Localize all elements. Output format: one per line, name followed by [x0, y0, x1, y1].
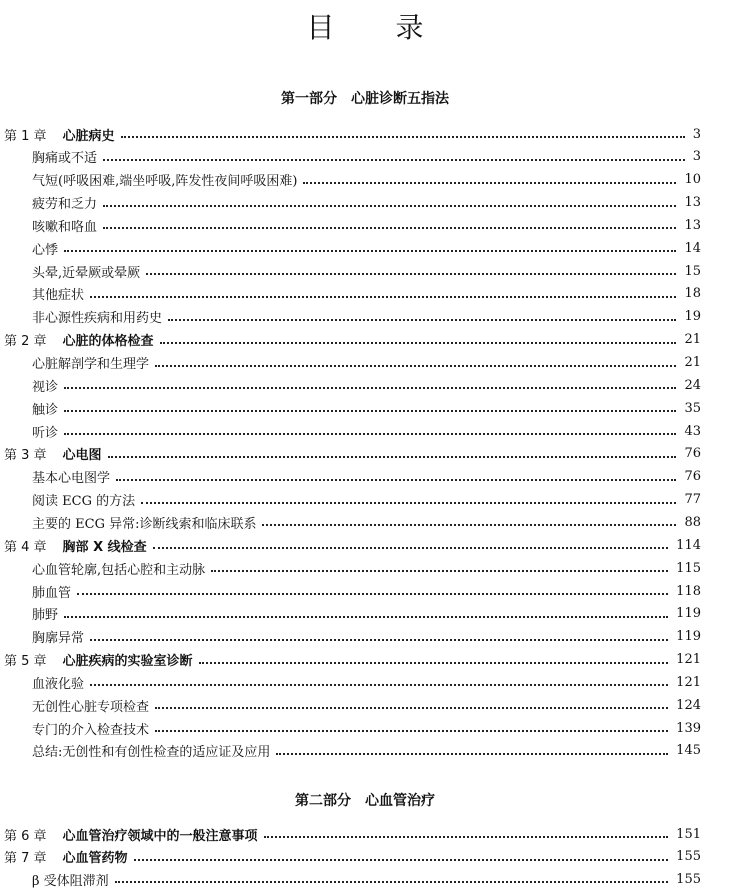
leader-dots [155, 365, 676, 367]
toc-entry-label [32, 467, 116, 486]
toc-section-row[interactable] [32, 237, 701, 259]
page-number: 121 [676, 652, 701, 668]
toc-section-row[interactable] [32, 717, 701, 739]
entry-title: 总结:无创性和有创性检查的适应证及应用 [32, 745, 271, 761]
toc-section-row[interactable] [32, 740, 701, 762]
toc-entry-label [32, 216, 103, 235]
leader-dots [108, 456, 677, 458]
toc-entry-label [32, 741, 276, 760]
leader-dots [64, 250, 676, 252]
page-number: 76 [684, 469, 701, 485]
leader-dots [103, 227, 676, 229]
toc-section-row[interactable] [32, 557, 701, 579]
toc-entry-label [32, 307, 168, 326]
toc-entry-label [32, 490, 141, 509]
entry-title: 非心源性疾病和用药史 [32, 311, 163, 327]
toc-section-row[interactable] [32, 146, 701, 168]
entry-title: 心血管药物 [62, 851, 128, 866]
page-number: 14 [684, 240, 701, 256]
page-number: 115 [676, 560, 701, 576]
page-number: 114 [676, 537, 701, 553]
toc-entry-label [32, 513, 262, 532]
toc-section-row[interactable] [32, 397, 701, 419]
toc-section-row[interactable] [32, 306, 701, 328]
toc-section-row[interactable] [32, 169, 701, 191]
toc-entry-label [4, 825, 264, 844]
leader-dots [141, 502, 676, 504]
toc-chapter-row[interactable] [4, 123, 701, 145]
leader-dots [103, 205, 676, 207]
toc-entry-label [32, 870, 115, 889]
entry-title: 专门的介入检查技术 [32, 722, 150, 738]
toc-entry-label [32, 559, 211, 578]
leader-dots [90, 296, 676, 298]
page-number: 155 [676, 849, 701, 864]
page-title: 目 录 [306, 11, 450, 44]
leader-dots [262, 524, 676, 526]
chapter-number: 第 1 章 [4, 128, 47, 144]
toc-chapter-row[interactable] [4, 823, 701, 845]
page-number: 43 [684, 423, 701, 439]
toc-section-row[interactable] [32, 420, 701, 442]
toc-entry-label [32, 376, 64, 395]
part-heading-2: 第二部分 心血管治疗 [295, 793, 435, 809]
toc-section-row[interactable] [32, 580, 701, 602]
toc-entry-label [32, 673, 90, 692]
entry-title: 心血管轮廓,包括心腔和主动脉 [32, 562, 206, 578]
leader-dots [160, 342, 677, 344]
entry-title: 气短(呼吸困难,端坐呼吸,阵发性夜间呼吸困难) [32, 174, 298, 190]
page-number: 119 [676, 629, 701, 645]
leader-dots [146, 273, 676, 275]
entry-title: 心脏疾病的实验室诊断 [62, 654, 193, 670]
leader-dots [199, 662, 669, 664]
leader-dots [211, 570, 668, 572]
toc-section-row[interactable] [32, 260, 701, 282]
toc-chapter-row[interactable] [4, 846, 701, 868]
entry-title: 心脏解剖学和生理学 [32, 357, 150, 372]
leader-dots [276, 753, 668, 755]
entry-title: β 受体阻滞剂 [32, 873, 109, 889]
toc-section-row[interactable] [32, 466, 701, 488]
page-number: 21 [684, 355, 701, 370]
leader-dots [64, 410, 676, 412]
leader-dots [90, 684, 668, 686]
entry-title: 心脏的体格检查 [62, 334, 154, 350]
page-number: 155 [676, 871, 701, 887]
toc-entry-label [32, 696, 155, 715]
page-number: 121 [676, 674, 701, 690]
toc-section-row[interactable] [32, 603, 701, 625]
chapter-number: 第 3 章 [4, 448, 47, 464]
toc-entry-label [32, 353, 155, 372]
toc-entry-label [32, 582, 77, 601]
entry-title: 心悸 [32, 242, 59, 258]
page-number: 24 [684, 377, 701, 393]
leader-dots [264, 836, 669, 838]
entry-title: 心血管治疗领域中的一般注意事项 [62, 828, 258, 844]
page-number: 151 [676, 826, 701, 842]
leader-dots [77, 593, 668, 595]
leader-dots [116, 479, 676, 481]
toc-section-row[interactable] [32, 868, 701, 890]
entry-title: 胸廓异常 [32, 631, 85, 647]
entry-title: 肺血管 [32, 585, 72, 601]
toc-section-row[interactable] [32, 352, 701, 374]
leader-dots [155, 730, 668, 732]
toc-entry-label [32, 262, 146, 281]
toc-chapter-row[interactable] [4, 329, 701, 351]
page-number: 35 [684, 400, 701, 416]
toc-section-row[interactable] [32, 511, 701, 533]
page-number: 13 [684, 195, 701, 211]
toc-entry-label [4, 444, 108, 463]
toc-section-row[interactable] [32, 489, 701, 511]
page-number: 124 [676, 697, 701, 713]
leader-dots [303, 182, 676, 184]
leader-dots [103, 159, 685, 161]
page-number: 21 [684, 332, 701, 348]
toc-section-row[interactable] [32, 626, 701, 648]
leader-dots [168, 319, 676, 321]
entry-title: 视诊 [32, 379, 59, 395]
toc-section-row[interactable] [32, 671, 701, 693]
entry-title: 疲劳和乏力 [32, 197, 98, 213]
toc-entry-label [32, 399, 64, 418]
entry-title: 心电图 [62, 448, 102, 464]
leader-dots [90, 639, 668, 641]
entry-title: 心脏病史 [62, 128, 115, 144]
leader-dots [64, 387, 676, 389]
toc-entry-label [32, 422, 64, 441]
entry-title: 基本心电图学 [32, 471, 111, 487]
page-number: 13 [684, 217, 701, 233]
toc-entry-label [32, 627, 90, 646]
page-number: 15 [684, 263, 701, 279]
page-number: 19 [684, 309, 701, 325]
toc-chapter-row[interactable] [4, 534, 701, 556]
chapter-number: 第 2 章 [4, 334, 47, 350]
entry-title: 主要的 ECG 异常:诊断线索和临床联系 [32, 516, 257, 532]
page-number: 77 [684, 492, 701, 508]
toc-chapter-row[interactable] [4, 443, 701, 465]
leader-dots [64, 616, 668, 618]
toc-entry-label [32, 719, 155, 738]
toc-entry-label [32, 239, 64, 258]
toc-entry-label [32, 604, 64, 623]
page-number: 10 [684, 172, 701, 188]
toc-entry-label [32, 284, 90, 303]
chapter-number: 第 5 章 [4, 654, 47, 670]
toc-entry-label [32, 147, 103, 166]
page-number: 118 [676, 583, 701, 599]
leader-dots [115, 881, 669, 883]
toc-entry-label [32, 193, 103, 212]
leader-dots [153, 547, 669, 549]
page-number: 3 [692, 126, 701, 142]
page-number: 145 [676, 743, 701, 759]
leader-dots [134, 859, 669, 861]
entry-title: 胸部 X 线检查 [62, 539, 147, 555]
toc-section-row[interactable] [32, 374, 701, 396]
leader-dots [155, 707, 668, 709]
toc-entry-label [32, 170, 303, 189]
toc-entry-label [4, 125, 121, 144]
toc-entry-label [4, 650, 199, 669]
entry-title: 听诊 [32, 425, 59, 441]
page-number: 119 [676, 606, 701, 622]
toc-section-row[interactable] [32, 283, 701, 305]
chapter-number: 第 4 章 [4, 539, 47, 555]
chapter-number: 第 7 章 [4, 851, 47, 866]
toc-entry-label [4, 847, 134, 866]
entry-title: 无创性心脏专项检查 [32, 699, 150, 715]
entry-title: 肺野 [32, 608, 59, 624]
toc-section-row[interactable] [32, 192, 701, 214]
page-number: 88 [684, 514, 701, 530]
entry-title: 触诊 [32, 402, 59, 418]
entry-title: 胸痛或不适 [32, 151, 98, 167]
toc-chapter-row[interactable] [4, 649, 701, 671]
page-number: 76 [684, 446, 701, 462]
entry-title: 其他症状 [32, 288, 85, 304]
entry-title: 咳嗽和咯血 [32, 219, 98, 235]
toc-entry-label [4, 536, 153, 555]
part-heading-1: 第一部分 心脏诊断五指法 [281, 91, 449, 107]
toc-section-row[interactable] [32, 214, 701, 236]
leader-dots [64, 433, 676, 435]
toc-entry-label [4, 330, 160, 349]
leader-dots [121, 136, 685, 138]
toc-section-row[interactable] [32, 694, 701, 716]
entry-title: 阅读 ECG 的方法 [32, 494, 136, 510]
chapter-number: 第 6 章 [4, 828, 47, 844]
entry-title: 血液化验 [32, 676, 85, 692]
entry-title: 头晕,近晕厥或晕厥 [32, 265, 141, 281]
page-number: 3 [692, 149, 701, 165]
page-number: 18 [684, 286, 701, 302]
page-number: 139 [676, 720, 701, 736]
